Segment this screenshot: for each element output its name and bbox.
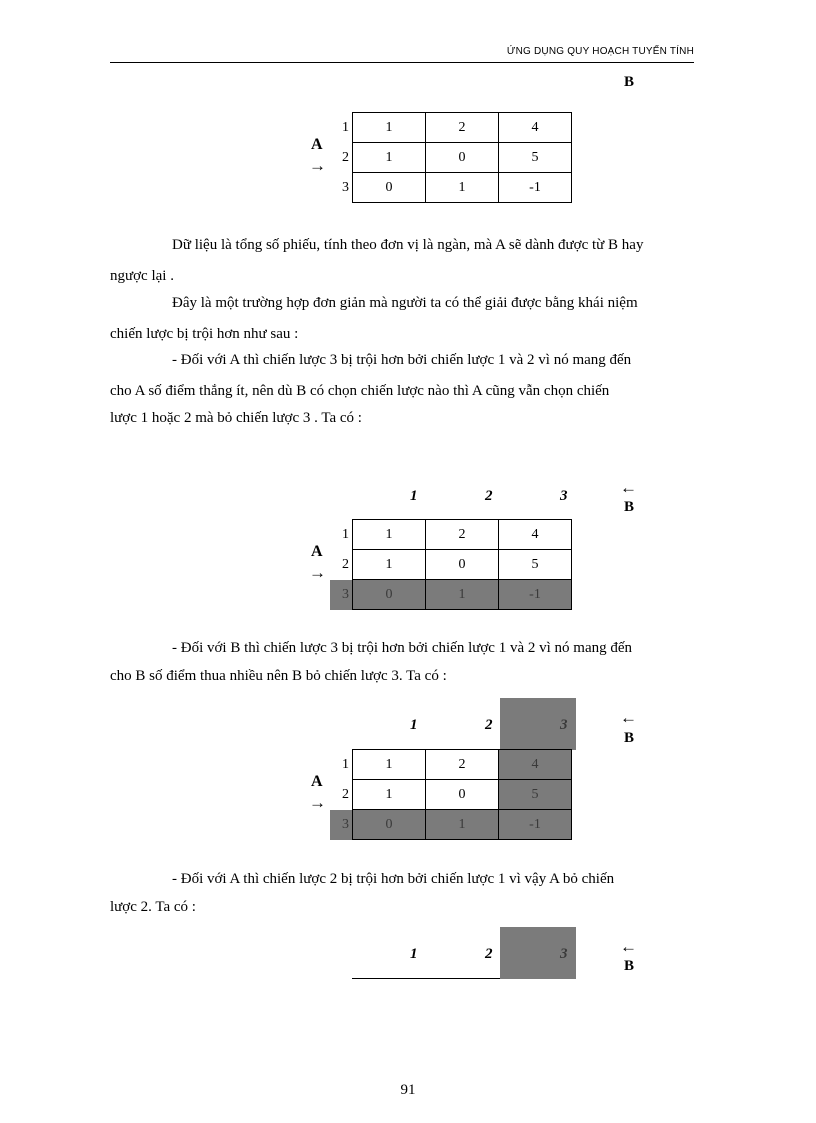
cell: 5 xyxy=(499,550,572,580)
cell: 1 xyxy=(353,143,426,173)
payoff-matrix-1 xyxy=(330,112,572,203)
cell: 5 xyxy=(499,143,572,173)
col-label: 2 xyxy=(485,717,493,733)
cell: 2 xyxy=(426,520,499,550)
row-label: 1 xyxy=(330,520,353,550)
col-label: 1 xyxy=(410,717,418,733)
cell: 0 xyxy=(426,550,499,580)
arrow-left-icon: ← xyxy=(620,478,637,497)
player-a-label: A xyxy=(311,543,323,560)
arrow-left-icon: ← xyxy=(620,708,637,727)
paragraph-line: chiến lược bị trội hơn như sau : xyxy=(110,326,299,342)
cell: -1 xyxy=(499,580,572,610)
arrow-left-icon: ← xyxy=(620,937,637,956)
paragraph-line: lược 2. Ta có : xyxy=(110,899,196,915)
payoff-matrix-3 xyxy=(330,749,572,840)
arrow-right-icon: → xyxy=(309,793,326,812)
page-number: 91 xyxy=(400,1082,416,1098)
row-label: 3 xyxy=(330,173,353,203)
paragraph-line: - Đối với A thì chiến lược 3 bị trội hơn bởi chiến lược 1 và 2 vì nó mang đến xyxy=(172,352,632,368)
row-label: 1 xyxy=(330,750,353,780)
cell: 0 xyxy=(353,173,426,203)
cell: 1 xyxy=(353,113,426,143)
paragraph-line: cho A số điểm thắng ít, nên dù B có chọn chiến lược nào thì A cũng vẫn chọn chiến xyxy=(110,383,610,399)
cell: 4 xyxy=(499,113,572,143)
row-label: 3 xyxy=(330,810,353,840)
player-b-label: B xyxy=(624,958,635,974)
col-label: 2 xyxy=(485,946,493,962)
table-top-rule xyxy=(352,978,500,979)
paragraph-line: lược 1 hoặc 2 mà bỏ chiến lược 3 . Ta có : xyxy=(110,410,362,426)
cell: 1 xyxy=(353,550,426,580)
paragraph-line: Đây là một trường hợp đơn giản mà người ta có thể giải được bằng khái niệm xyxy=(172,295,638,311)
arrow-right-icon: → xyxy=(309,156,326,175)
cell: 0 xyxy=(426,143,499,173)
cell: 5 xyxy=(499,780,572,810)
paragraph-line: Dữ liệu là tổng số phiếu, tính theo đơn vị là ngàn, mà A sẽ dành được từ B hay xyxy=(172,237,644,253)
cell: 0 xyxy=(353,810,426,840)
player-b-label: B xyxy=(624,499,635,515)
player-b-label: B xyxy=(624,730,635,746)
row-label: 3 xyxy=(330,580,353,610)
cell: 0 xyxy=(353,580,426,610)
cell: 1 xyxy=(353,780,426,810)
player-a-label: A xyxy=(311,136,323,153)
col-label: 3 xyxy=(560,717,568,733)
cell: 4 xyxy=(499,520,572,550)
paragraph-line: - Đối với B thì chiến lược 3 bị trội hơn bởi chiến lược 1 và 2 vì nó mang đến xyxy=(172,640,633,656)
cell: -1 xyxy=(499,173,572,203)
cell: 1 xyxy=(353,520,426,550)
payoff-matrix-2 xyxy=(330,519,572,610)
running-header: ỨNG DỤNG QUY HOẠCH TUYẾN TÍNH xyxy=(506,46,694,57)
col-label: 3 xyxy=(560,488,568,504)
cell: 1 xyxy=(426,810,499,840)
paragraph-line: - Đối với A thì chiến lược 2 bị trội hơn bởi chiến lược 1 vì vậy A bỏ chiến xyxy=(172,871,615,887)
paragraph-line: ngược lại . xyxy=(110,268,174,284)
cell: 2 xyxy=(426,113,499,143)
col-label: 3 xyxy=(560,946,568,962)
cell: 4 xyxy=(499,750,572,780)
arrow-right-icon: → xyxy=(309,563,326,582)
header-rule xyxy=(110,62,694,63)
col-label: 1 xyxy=(410,946,418,962)
cell: 1 xyxy=(426,173,499,203)
row-label: 2 xyxy=(330,780,353,810)
cell: 2 xyxy=(426,750,499,780)
col-label: 1 xyxy=(410,488,418,504)
col-label: 2 xyxy=(485,488,493,504)
cell: -1 xyxy=(499,810,572,840)
row-label: 1 xyxy=(330,113,353,143)
cell: 1 xyxy=(353,750,426,780)
row-label: 2 xyxy=(330,550,353,580)
player-a-label: A xyxy=(311,773,323,790)
cell: 1 xyxy=(426,580,499,610)
paragraph-line: cho B số điểm thua nhiều nên B bỏ chiến lược 3. Ta có : xyxy=(110,668,447,684)
row-label: 2 xyxy=(330,143,353,173)
cell: 0 xyxy=(426,780,499,810)
player-b-label: B xyxy=(624,74,635,90)
